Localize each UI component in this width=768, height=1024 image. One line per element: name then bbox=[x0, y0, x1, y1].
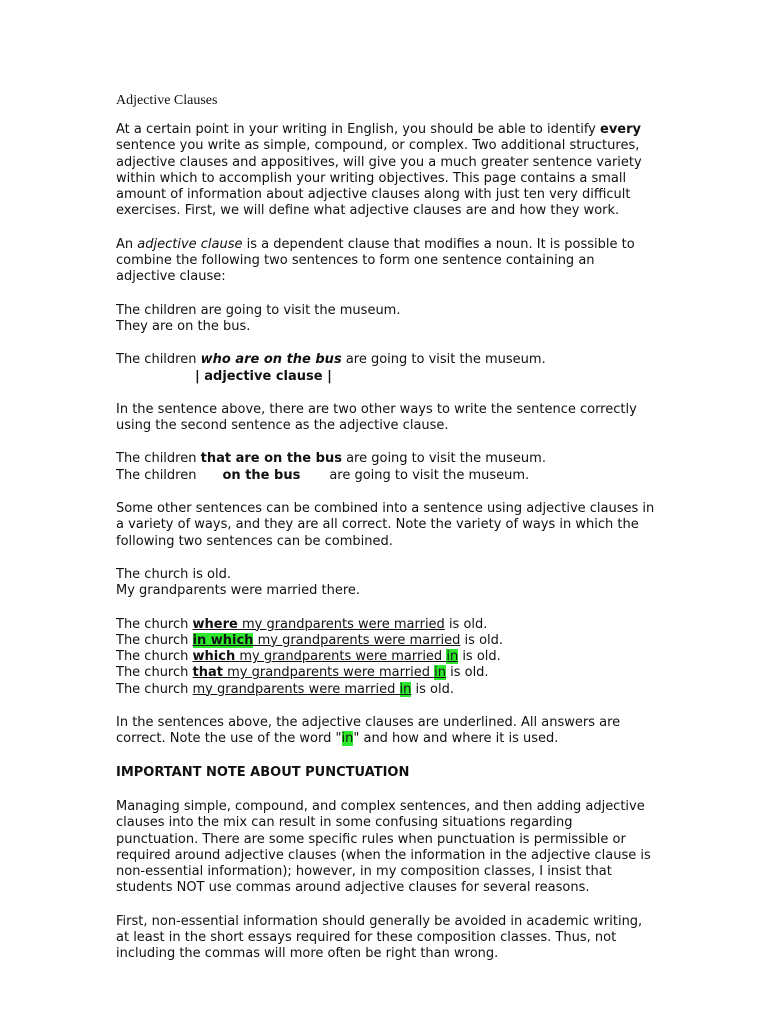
example-sentence: The church is old. bbox=[116, 566, 231, 582]
combined-example: The children who are on the bus are going to visit the museum. | adjective clause | bbox=[116, 352, 546, 384]
adjective-clause-highlight: who are on the bus bbox=[200, 352, 342, 368]
adjective-clause-label: | adjective clause | bbox=[195, 368, 332, 384]
document-body bbox=[116, 92, 656, 980]
variety-paragraph: Some other sentences can be combined into a sentence using adjective clauses in a variety of ways, and they are all correct. Note the variety of ways in which the following two sentences can be combined. bbox=[116, 501, 655, 549]
punctuation-paragraph-1: Managing simple, compound, and complex sentences, and then adding adjective clauses into the mix can result in some confusing situations regarding punctuation. There are some specific rules when punctuation is permissible or required around adjective clauses (when the information in the adjective clause is non-essential information); however, in my composition classes, I insist that students NOT use commas around adjective clauses for several reasons. bbox=[116, 798, 651, 896]
underline-note: In the sentences above, the adjective clauses are underlined. All answers are correct. Note the use of the word "in" and how and where it is used. bbox=[116, 715, 621, 747]
section-heading: IMPORTANT NOTE ABOUT PUNCTUATION bbox=[116, 764, 410, 780]
punctuation-paragraph-2: First, non-essential information should generally be avoided in academic writing, at least in the short essays required for these composition classes. Thus, not including the commas will more often be right than wrong. bbox=[116, 913, 643, 962]
church-example-1: The church where my grandparents were married is old. bbox=[116, 616, 488, 632]
alternative-examples: The children that are on the bus are going to visit the museum. The children on the bus are going to visit the museum. bbox=[116, 451, 546, 483]
definition-paragraph: An adjective clause is a dependent clause that modifies a noun. It is possible to combine the following two sentences to form one sentence containing an adjective clause: bbox=[116, 236, 635, 285]
example-sentence: They are on the bus. bbox=[116, 318, 251, 334]
church-example-4: The church that my grandparents were married in is old. bbox=[116, 665, 489, 681]
example-sentence: The children are going to visit the museum. bbox=[116, 302, 401, 318]
church-example-3: The church which my grandparents were married in is old. bbox=[116, 649, 501, 665]
term-adjective-clause: adjective clause bbox=[137, 236, 243, 252]
document-title: Adjective Clauses bbox=[116, 93, 218, 108]
intro-paragraph: At a certain point in your writing in English, you should be able to identify every sentence you write as simple, compound, or complex. Two additional structures, adjective clauses and appositives, will give you a much greater sentence variety within which to accomplish your writing objectives. This page contains a small amount of information about adjective clauses along with just ten very difficult exercises. First, we will define what adjective clauses are and how they work. bbox=[116, 122, 642, 219]
emphasis-every: every bbox=[600, 122, 642, 137]
example-sentence: My grandparents were married there. bbox=[116, 583, 361, 599]
example-pair-1 bbox=[116, 303, 656, 336]
other-ways-paragraph: In the sentence above, there are two other ways to write the sentence correctly using the second sentence as the adjective clause. bbox=[116, 401, 637, 434]
church-examples bbox=[116, 617, 656, 698]
example-pair-2 bbox=[116, 567, 656, 600]
church-example-2: The church in which my grandparents were married is old. bbox=[116, 632, 504, 648]
church-example-5: The church my grandparents were married in is old. bbox=[116, 681, 454, 697]
